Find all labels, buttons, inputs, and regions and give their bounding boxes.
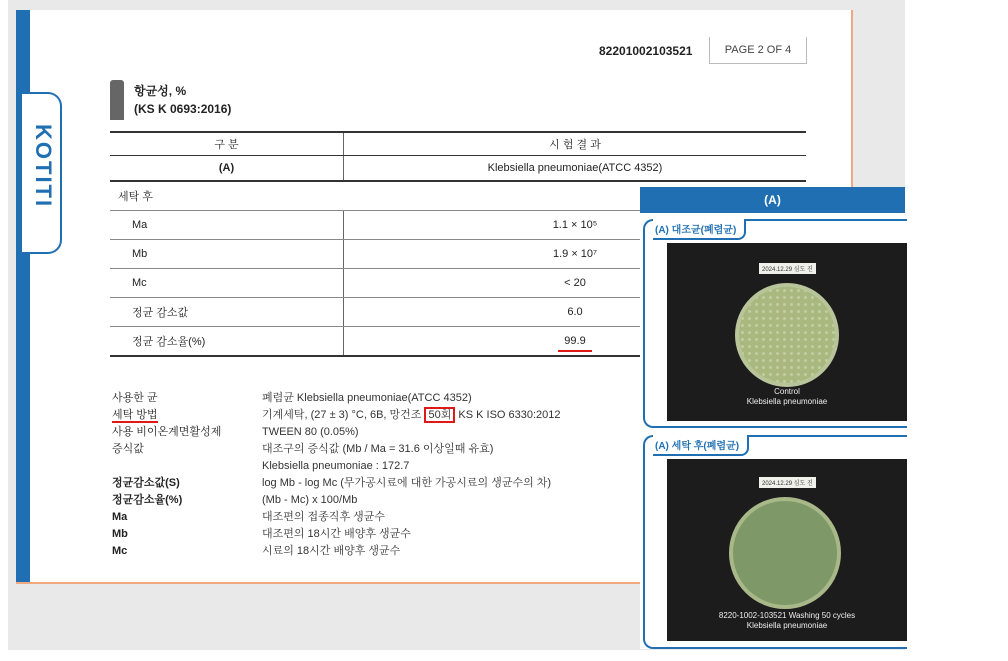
info-value: 대조편의 접종직후 생균수 [262, 511, 385, 523]
row-label: Ma [110, 211, 344, 240]
washed-caption: 8220-1002-103521 Washing 50 cycles [718, 611, 856, 620]
info-key: 증식값 [112, 443, 144, 455]
section-method: (KS K 0693:2016) [134, 102, 232, 116]
panel-header: (A) [640, 187, 905, 213]
wash-standard: KS K ISO 6330:2012 [455, 409, 561, 421]
info-value: (Mb - Mc) x 100/Mb [262, 494, 358, 506]
washed-petri-dish [729, 497, 841, 609]
info-value: 폐렴균 Klebsiella pneumoniae(ATCC 4352) [262, 392, 472, 404]
control-stamp: 2024.12.29 심도 진 [759, 263, 816, 274]
logo-tab [22, 92, 62, 254]
info-value: 대조구의 증식값 (Mb / Ma = 31.6 이상일때 유효) [262, 443, 494, 455]
page-indicator: PAGE 2 OF 4 [709, 37, 807, 64]
wash-method-key: 세탁 방법 [112, 409, 158, 421]
washed-label: (A) 세탁 후(폐렴균) [653, 435, 749, 456]
info-key: Mc [112, 545, 128, 557]
info-key: 정균감소값(S) [112, 477, 180, 489]
wash-cycles-highlight: 50회 [424, 407, 455, 423]
test-conditions [112, 390, 561, 560]
info-value: 대조편의 18시간 배양후 생균수 [262, 528, 411, 540]
control-label: (A) 대조균(폐렴균) [653, 219, 746, 240]
info-key: 사용한 균 [112, 392, 158, 404]
control-petri-dish [735, 283, 839, 387]
info-key: 사용 비이온계면활성제 [112, 426, 222, 438]
control-caption: Control [774, 387, 800, 396]
row-value: < 20 [344, 269, 807, 298]
info-value: Klebsiella pneumoniae : 172.7 [262, 460, 410, 472]
control-photo [667, 243, 907, 421]
table-subheader-row [110, 156, 806, 182]
header-category: 구 분 [110, 132, 344, 156]
info-key: Ma [112, 511, 128, 523]
row-value: 1.1 × 10⁵ [344, 211, 807, 240]
report-number: 82201002103521 [599, 44, 693, 58]
washed-caption-organism: Klebsiella pneumoniae [746, 621, 828, 630]
info-key: Mb [112, 528, 128, 540]
subheader-sample: (A) [110, 156, 344, 182]
washed-photo [667, 459, 907, 641]
section-marker [110, 80, 124, 120]
row-label: Mb [110, 240, 344, 269]
reduction-rate-value: 99.9 [564, 335, 586, 347]
photo-panel [640, 187, 905, 649]
row-label: Mc [110, 269, 344, 298]
wash-method-value: 기계세탁, (27 ± 3) °C, 6B, 망건조 [262, 409, 425, 421]
subheader-organism: Klebsiella pneumoniae(ATCC 4352) [344, 156, 807, 182]
info-value: 시료의 18시간 배양후 생균수 [262, 545, 401, 557]
header-result: 시 험 결 과 [344, 132, 807, 156]
info-value: TWEEN 80 (0.05%) [262, 426, 359, 438]
wash-label: 세탁 후 [110, 181, 806, 211]
row-value: 6.0 [344, 298, 807, 327]
washed-photo-box [643, 435, 907, 649]
row-label: 정균 감소율(%) [110, 327, 344, 357]
control-caption-organism: Klebsiella pneumoniae [746, 397, 828, 406]
section-title [134, 82, 231, 118]
control-photo-box [643, 219, 907, 428]
table-header-row [110, 132, 806, 156]
washed-stamp: 2024.12.29 심도 진 [759, 477, 816, 488]
info-value: log Mb - log Mc (무가공시료에 대한 가공시료의 생균수의 차) [262, 477, 552, 489]
kotiti-logo: KOTITI [31, 124, 56, 209]
section-name: 항균성, % [134, 84, 187, 98]
row-value: 1.9 × 10⁷ [344, 240, 807, 269]
row-label: 정균 감소값 [110, 298, 344, 327]
info-key: 정균감소율(%) [112, 494, 183, 506]
